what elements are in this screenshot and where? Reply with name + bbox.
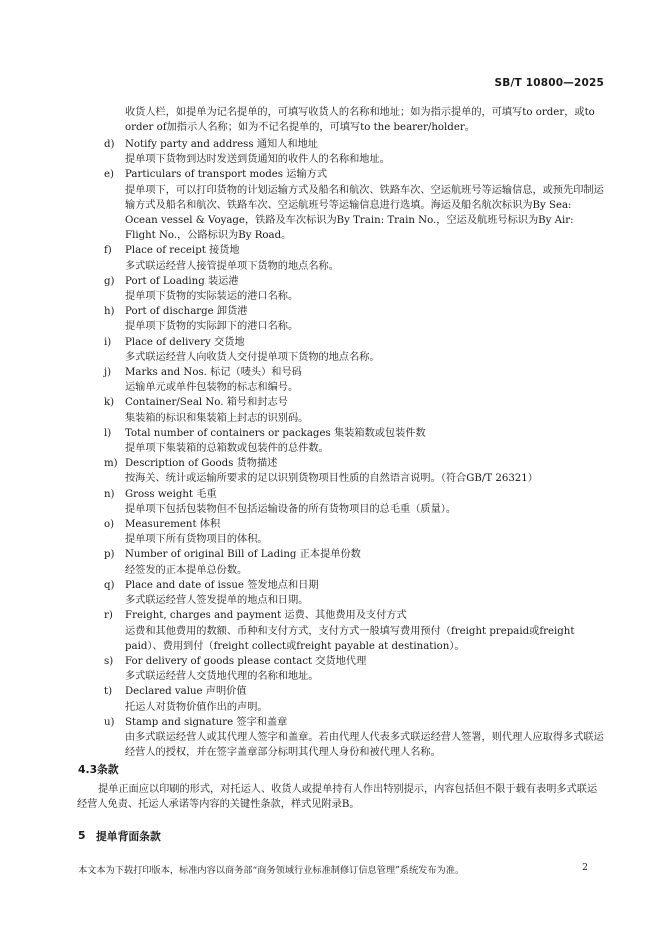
item-description: 按海关、统计或运输所要求的足以识别货物项目性质的自然语言说明。（符合GB/T 26321） (125, 473, 538, 485)
section-5-heading (78, 829, 161, 844)
list-item (0, 365, 662, 395)
item-description: 提单项下包括包装物但不包括运输设备的所有货物项目的总毛重（质量）。 (125, 503, 457, 515)
list-item (0, 547, 662, 577)
item-title: Particulars of transport modes 运输方式 (125, 169, 328, 181)
item-label: r) (104, 610, 113, 622)
item-label: d) (104, 139, 115, 150)
item-body (125, 547, 605, 577)
item-description: 多式联运经营人向收货人交付提单项下货物的地点名称。 (125, 351, 380, 363)
item-label: j) (104, 367, 112, 379)
list-item (0, 395, 662, 425)
item-description: 提单项下所有货物项目的体积。 (125, 534, 268, 546)
item-label: i) (104, 336, 112, 348)
section-4-3 (0, 761, 662, 813)
item-title: Port of Loading 装运港 (125, 275, 239, 287)
item-label: n) (104, 488, 115, 500)
item-body (125, 304, 605, 334)
item-title: Stamp and signature 签字和盖章 (125, 716, 288, 728)
list-item (0, 335, 662, 365)
item-body (125, 578, 605, 608)
item-description: 多式联运经营人签发提单的地点和日期。 (125, 595, 309, 607)
item-description: 提单项下货物的实际装运的港口名称。 (125, 291, 299, 303)
item-description: 经签发的正本提单总份数。 (125, 564, 248, 576)
item-title: Place of receipt 接货地 (125, 245, 240, 257)
item-title: Notify party and address 通知人和地址 (125, 139, 318, 150)
item-body (125, 426, 605, 456)
item-description: 运输单元或单件包装物的标志和编号。 (125, 382, 299, 394)
list-item (0, 608, 662, 654)
item-body (125, 517, 605, 547)
item-body (125, 715, 605, 761)
item-title: Gross weight 毛重 (125, 488, 217, 500)
item-description: 提单项下货物到达时发送到货通知的收件人的名称和地址。 (125, 154, 390, 166)
standard-code: SB/T 10800—2025 (494, 77, 604, 89)
item-description: 多式联运经营人接管提单项下货物的地点名称。 (125, 260, 339, 272)
item-title: Container/Seal No. 箱号和封志号 (125, 397, 288, 409)
item-description: 运费和其他费用的数额、币种和支付方式，支付方式一般填写费用预付（freight prepaid或freight paid）、费用到付（freight collect或freight payable at destination）。 (125, 625, 575, 652)
item-label: h) (104, 306, 115, 318)
section-heading (0, 761, 662, 778)
list-item (0, 487, 662, 517)
list-item (0, 243, 662, 273)
section-title: 条款 (97, 763, 119, 776)
item-label: t) (104, 686, 113, 698)
list-item (0, 167, 662, 243)
item-label: u) (104, 716, 115, 728)
list-item (0, 578, 662, 608)
item-label: f) (104, 245, 112, 257)
item-body (125, 395, 605, 425)
list-item (0, 274, 662, 304)
item-label: q) (104, 579, 115, 591)
item-title: Description of Goods 货物描述 (125, 458, 278, 470)
item-body (125, 167, 605, 243)
item-label: g) (104, 275, 115, 287)
item-body (125, 456, 605, 486)
item-title: Total number of containers or packages 集装箱数或包装件数 (125, 427, 426, 439)
item-title: Port of discharge 卸货港 (125, 306, 248, 318)
item-title: Number of original Bill of Lading 正本提单份数 (125, 549, 361, 561)
item-description: 多式联运经营人交货地代理的名称和地址。 (125, 671, 319, 683)
item-label: m) (104, 458, 118, 470)
item-label: o) (104, 519, 115, 531)
list-item (0, 456, 662, 486)
item-description: 由多式联运经营人或其代理人签字和盖章。若由代理人代表多式联运经营人签署，则代理人应取得多式联运经营人的授权，并在签字盖章部分标明其代理人身份和被代理人名称。 (125, 731, 604, 759)
list-item (0, 715, 662, 761)
section-title: 提单背面条款 (96, 830, 161, 843)
item-description: 提单项下，可以打印货物的计划运输方式及船名和航次、铁路车次、空运航班号等运输信息，或预先印制运输方式及船名和航次、铁路车次、空运航班号等运输信息进行选填。海运及船名航次标识为By Sea: Ocean vessel & Voyage，铁路及车次标识为By Train: Train No.，空运及航班号标识为By Air: Flight No.，公路标识为By Road。 (125, 184, 604, 242)
item-title: Place and date of issue 签发地点和日期 (125, 579, 319, 591)
field-list (0, 137, 662, 760)
list-item (0, 517, 662, 547)
item-body (125, 684, 605, 714)
item-title: Freight, charges and payment 运费、其他费用及支付方式 (125, 610, 407, 622)
item-body (125, 608, 605, 654)
item-title: Place of delivery 交货地 (125, 336, 245, 348)
item-label: e) (104, 169, 115, 181)
section-paragraph: 提单正面应以印刷的形式，对托运人、收货人或提单持有人作出特别提示，内容包括但不限于载有表明多式联运经营人免责、托运人承诺等内容的关键性条款，样式见附录B。 (77, 784, 598, 811)
page-number: 2 (582, 862, 588, 873)
item-title: Declared value 声明价值 (125, 686, 247, 698)
item-description: 托运人对货物价值作出的声明。 (125, 701, 268, 713)
list-item (0, 684, 662, 714)
item-title: Measurement 体积 (125, 519, 221, 531)
item-description: 提单项下货物的实际卸下的港口名称。 (125, 321, 299, 333)
item-body (125, 243, 605, 273)
item-body (125, 335, 605, 365)
item-description: 提单项下集装箱的总箱数或包装件的总件数。 (125, 443, 329, 455)
list-item (0, 304, 662, 334)
list-item (0, 426, 662, 456)
item-title: Marks and Nos. 标记（唛头）和号码 (125, 367, 302, 379)
list-item (0, 137, 662, 167)
item-description: 集装箱的标识和集装箱上封志的识别码。 (125, 412, 309, 424)
footer-note: 本文本为下载打印版本，标准内容以商务部“商务领域行业标准制修订信息管理”系统发布为准。 (78, 865, 465, 876)
item-label: k) (104, 397, 115, 409)
section-number: 5 (78, 829, 86, 842)
section-number: 4.3 (78, 763, 98, 776)
item-label: l) (104, 427, 112, 439)
item-body (125, 654, 605, 684)
item-title: For delivery of goods please contact 交货地代理 (125, 655, 367, 667)
item-body (125, 365, 605, 395)
item-body (125, 137, 605, 167)
list-item (0, 654, 662, 684)
item-label: s) (104, 655, 114, 667)
item-body (125, 274, 605, 304)
item-body (125, 487, 605, 517)
intro-paragraph: 收货人栏，如提单为记名提单的，可填写收货人的名称和地址；如为指示提单的，可填写to order，或to order of加指示人名称；如为不记名提单的，可填写to the bearer/holder。 (125, 107, 595, 134)
page-footer (78, 862, 588, 876)
item-label: p) (104, 549, 115, 561)
